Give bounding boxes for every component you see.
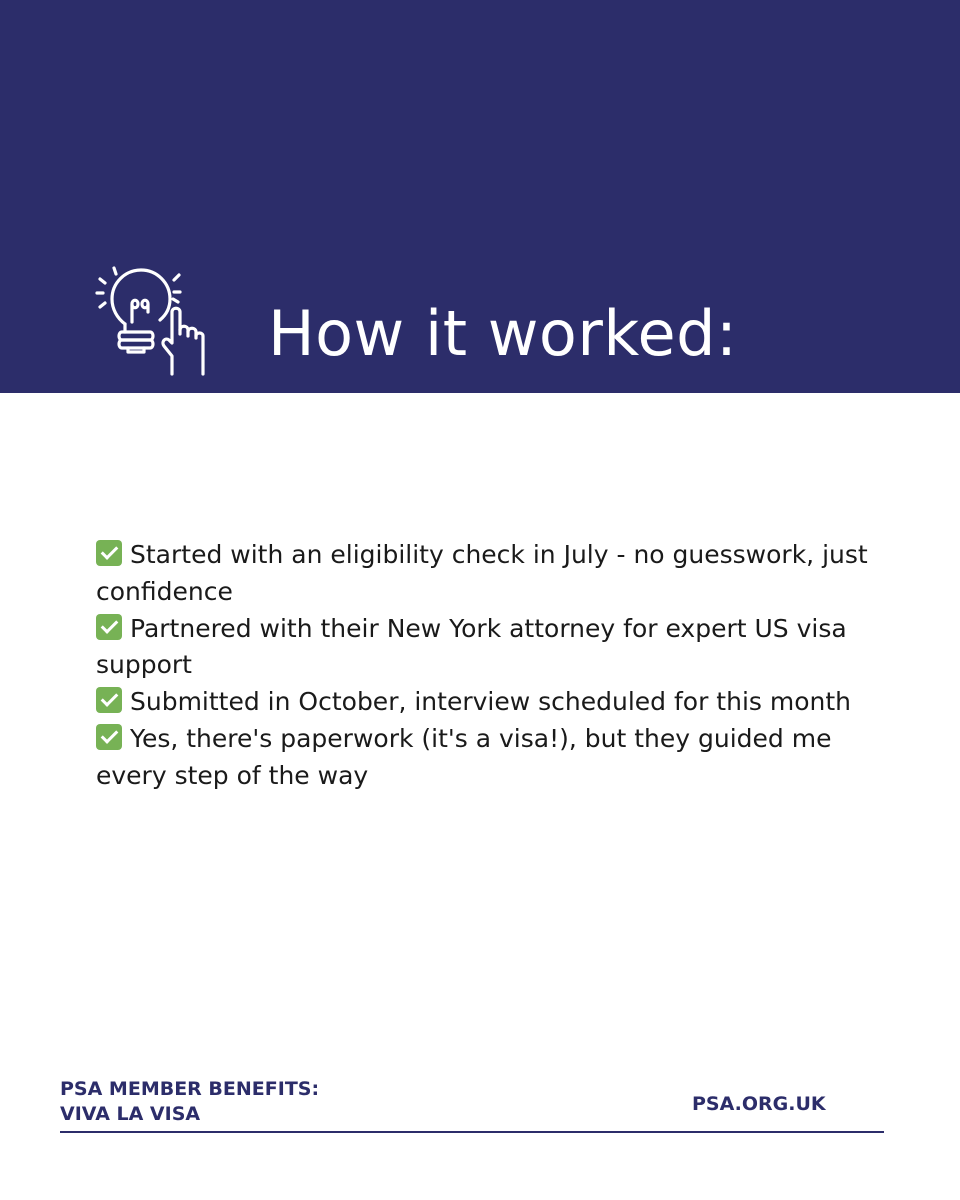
list-item — [96, 721, 876, 795]
list-item-text: Started with an eligibility check in July - no guesswork, just confidence — [96, 540, 868, 606]
footer-campaign — [60, 1077, 319, 1127]
page-title: How it worked: — [268, 297, 738, 370]
list-item-text: Submitted in October, interview scheduled for this month — [130, 687, 852, 716]
list-item — [96, 684, 876, 721]
footer-campaign-line2: VIVA LA VISA — [60, 1103, 201, 1125]
check-mark-button-icon — [96, 687, 122, 713]
check-mark-button-icon — [96, 724, 122, 750]
check-mark-button-icon — [96, 614, 122, 640]
benefit-list — [96, 537, 876, 794]
list-item — [96, 611, 876, 685]
footer-website: PSA.ORG.UK — [692, 1093, 826, 1115]
footer-campaign-line1: PSA MEMBER BENEFITS: — [60, 1078, 320, 1100]
list-item-text: Yes, there's paperwork (it's a visa!), but they guided me every step of the way — [96, 723, 832, 790]
check-mark-button-icon — [96, 540, 122, 566]
footer-divider — [60, 1131, 884, 1133]
list-item — [96, 537, 876, 611]
list-item-text: Partnered with their New York attorney for expert US visa support — [96, 613, 847, 680]
header-banner — [0, 0, 960, 393]
lightbulb-click-icon — [92, 262, 210, 380]
